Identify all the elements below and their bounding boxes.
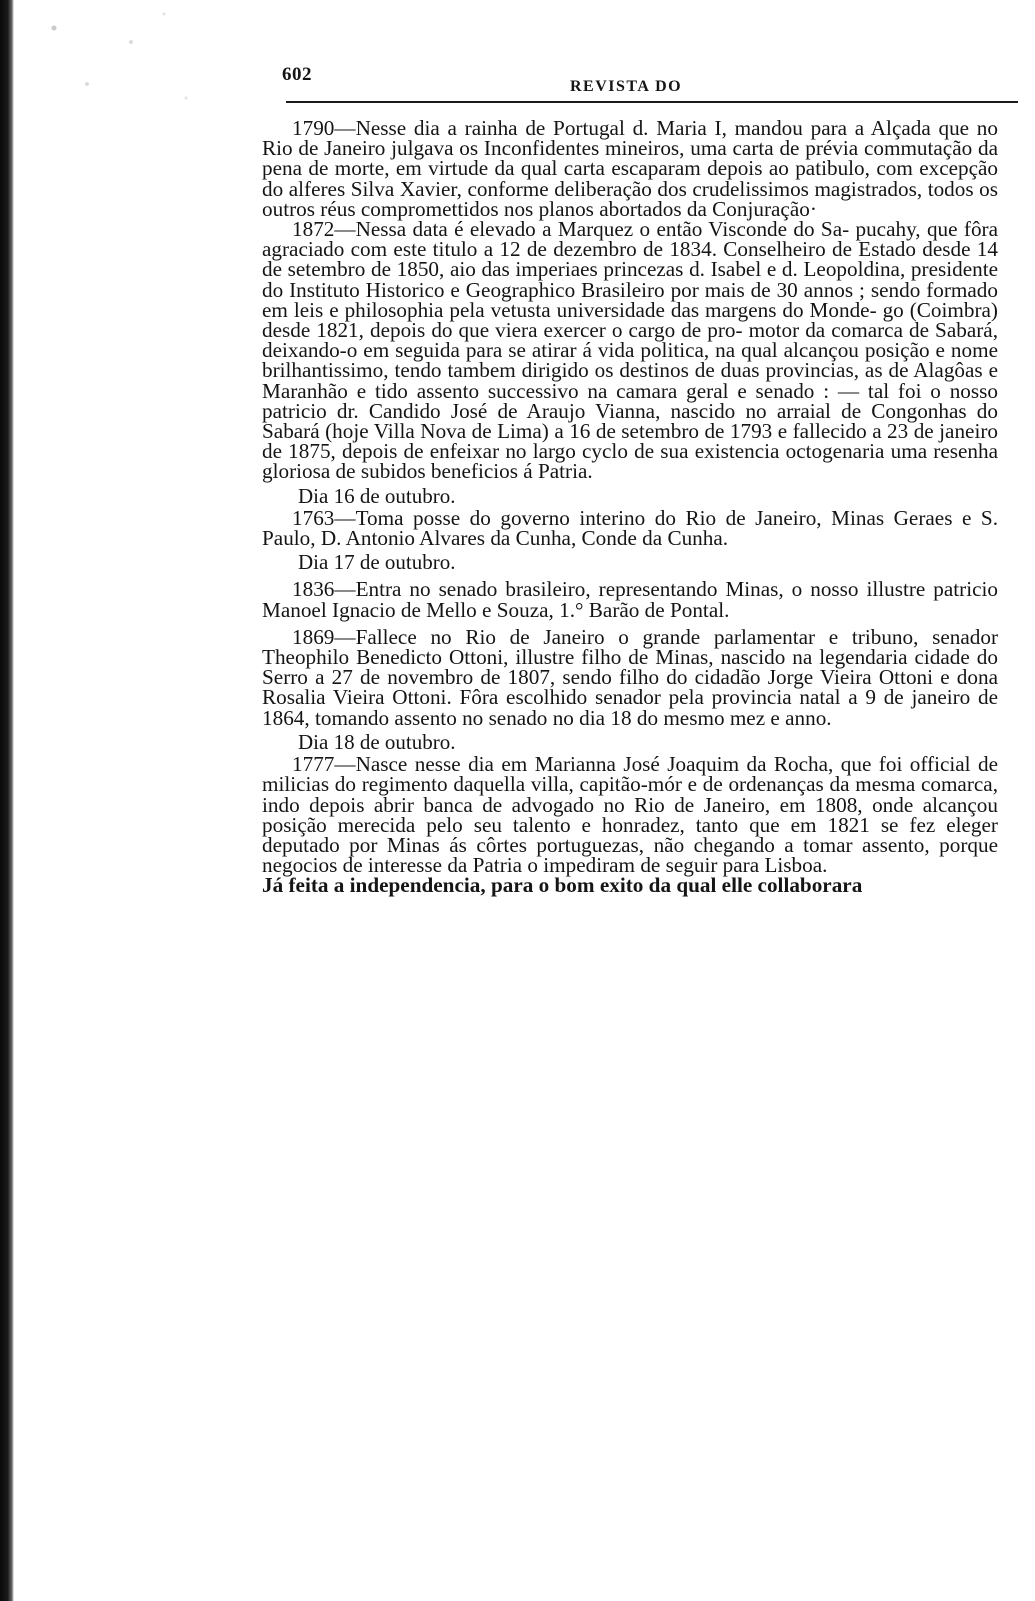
header-rule — [286, 101, 1018, 103]
date-heading-17: Dia 17 de outubro. — [298, 550, 456, 575]
entry-1836: 1836—Entra no senado brasileiro, representando Minas, o nosso illustre patricio Manoel Ignacio de Mello e Souza, 1.° Barão de Pontal. — [262, 577, 998, 622]
binding-shadow — [0, 0, 14, 1601]
entry-1763: 1763—Toma posse do governo interino do Rio de Janeiro, Minas Geraes e S. Paulo, D. Antonio Alvares da Cunha, Conde da Cunha. — [262, 505, 998, 551]
entry-1777: 1777—Nasce nesse dia em Marianna José Joaquim da Rocha, que foi official de milicias do regimento daquella villa, capitão-mór e de ordenanças da mesma comarca, indo depois abrir banca de advogado no Rio de Janeiro, em 1808, onde alcançou posição merecida pelo seu talento e honradez, tanto que em 1821 se fez eleger deputado por Minas ás côrtes portuguezas, não chegando a tomar assento, porque negocios de interesse da Patria o impediram de seguir para Lisboa. — [262, 752, 998, 878]
date-heading-18: Dia 18 de outubro. — [298, 729, 456, 754]
entry-1869: 1869—Fallece no Rio de Janeiro o grande parlamentar e tribuno, senador Theophilo Benedicto Ottoni, illustre filho de Minas, nascido na legendaria cidade do Serro a 27 de novembro de 1807, sendo filho do cidadão Jorge Vieira Ottoni e dona Rosalia Vieira Ottoni. Fôra escolhido senador pela provincia natal a 9 de janeiro de 1864, tomando assento no senado no dia 18 do mesmo mez e anno. — [262, 624, 998, 730]
running-head: REVISTA DO — [570, 78, 683, 95]
date-heading-16: Dia 16 de outubro. — [298, 483, 456, 508]
entry-1872: 1872—Nessa data é elevado a Marquez o então Visconde do Sa- pucahy, que fôra agraciado com este titulo a 12 de dezembro de 1834. Conselheiro de Estado desde 14 de setembro de 1850, aio das imperiaes princezas d. Isabel e d. Leopoldina, presidente do Instituto Historico e Geographico Brasileiro por mais de 30 annos ; sendo formado em leis e philosophia pela vetusta universidade das margens do Monde- go (Coimbra) desde 1821, depois do que viera exercer o cargo de pro- motor da comarca de Sabará, deixando-o em seguida para se atirar á vida politica, na qual alcançou posição e nome brilhantissimo, tendo tambem dirigido os destinos de duas provincias, as de Alagôas e Maranhão e tido assento successivo na camara geral e senado : — tal foi o nosso patricio dr. Candido José de Araujo Vianna, nascido no arraial de Congonhas do Sabará (hoje Villa Nova de Lima) a 16 de setembro de 1793 e fallecido a 23 de janeiro de 1875, depois de enfeixar no largo cyclo de sua existencia octogenaria uma resenha gloriosa de subidos beneficios á Patria. — [262, 217, 998, 484]
page-stain — [10, 0, 230, 140]
entry-1790: 1790—Nesse dia a rainha de Portugal d. Maria I, mandou para a Alçada que no Rio de Janeiro julgava os Inconfidentes mineiros, uma carta de prévia commutação da pena de morte, em virtude da qual carta escaparam depois ao patibulo, com excepção do alferes Silva Xavier, conforme deliberação dos crudelissimos magistrados, todos os outros réus compromettidos nos planos abortados da Conjuração· — [262, 116, 998, 221]
page-number: 602 — [282, 64, 312, 85]
entry-continuation: Já feita a independencia, para o bom exito da qual elle collaborara — [262, 873, 863, 898]
body-text — [262, 118, 998, 896]
